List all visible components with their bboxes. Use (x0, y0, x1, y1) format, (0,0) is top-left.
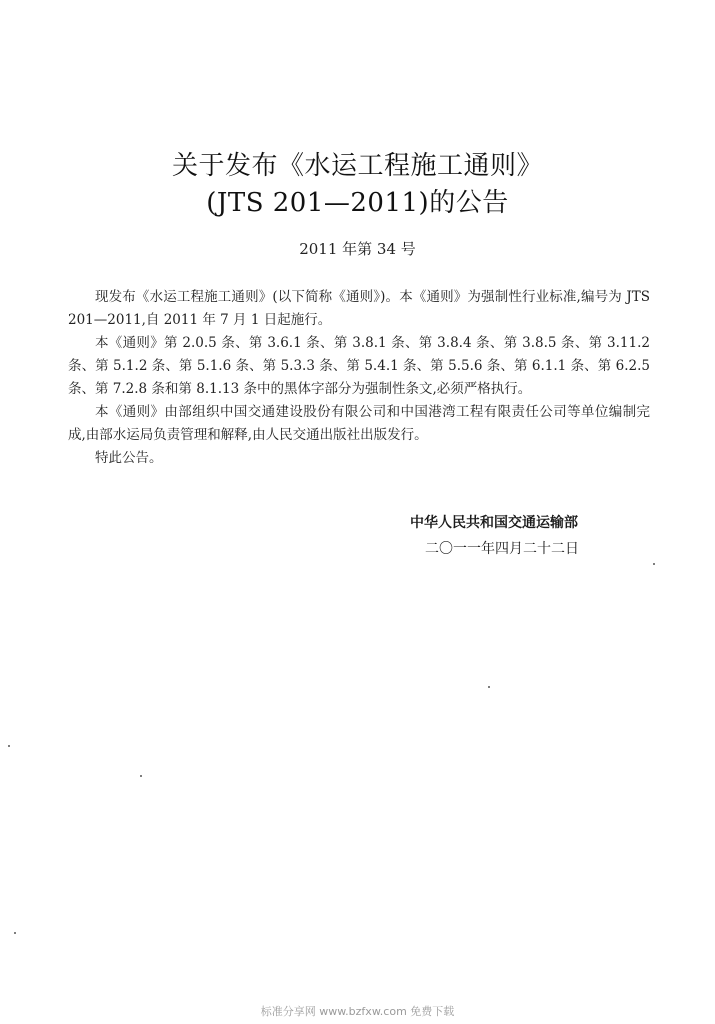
announcement-body (68, 286, 650, 470)
paragraph-closing: 特此公告。 (95, 450, 163, 466)
signature-organization: 中华人民共和国交通运输部 (410, 515, 578, 531)
scan-speck (488, 686, 490, 688)
page-title: 关于发布《水运工程施工通则》 (171, 151, 543, 181)
paragraph-mandatory-clauses: 本《通则》第 2.0.5 条、第 3.6.1 条、第 3.8.1 条、第 3.8.4 条、第 3.8.5 条、第 3.11.2 条、第 5.1.2 条、第 5.1.6 条、第 5.3.3 条、第 5.4.1 条、第 5.5.6 条、第 6.1.1 条、第 6.2.5 条、第 7.2.8 条和第 8.1.13 条中的黑体字部分为强制性条文,必须严格执行。 (68, 335, 650, 397)
scan-speck (14, 932, 16, 934)
page-subtitle: (JTS 201—2011)的公告 (206, 188, 509, 218)
footer-watermark: 标准分享网 www.bzfxw.com 免费下载 (260, 1005, 455, 1018)
scan-speck (8, 745, 10, 747)
paragraph-compilation: 本《通则》由部组织中国交通建设股份有限公司和中国港湾工程有限责任公司等单位编制完成,由部水运局负责管理和解释,由人民交通出版社出版发行。 (68, 404, 650, 443)
document-number: 2011 年第 34 号 (299, 240, 416, 258)
scan-speck (140, 775, 142, 777)
scan-speck (653, 563, 655, 565)
signature-date: 二〇一一年四月二十二日 (425, 541, 579, 557)
paragraph-release: 现发布《水运工程施工通则》(以下简称《通则》)。本《通则》为强制性行业标准,编号为 JTS 201—2011,自 2011 年 7 月 1 日起施行。 (68, 289, 650, 328)
